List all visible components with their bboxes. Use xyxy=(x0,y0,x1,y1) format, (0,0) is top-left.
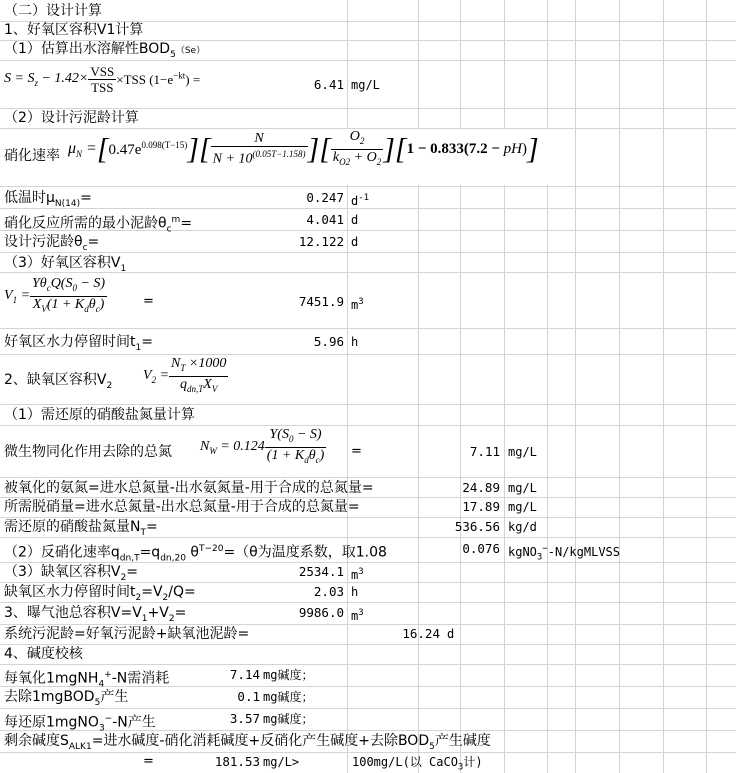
effluent-bod-formula: $S = S_z - 1.42\times$ $\frac{\text{VSS}}{\text{TSS}}$ ×TSS $(1-e^{-kt})$ = xyxy=(4,64,246,106)
gridline xyxy=(663,0,664,773)
subsection-aerobic-volume: （3）好氧区容积$V_1$ xyxy=(4,255,127,274)
gridline xyxy=(0,425,736,426)
section-heading-aerobic: 1、好氧区容积V1计算 xyxy=(4,22,144,38)
gridline xyxy=(0,328,736,329)
gridline xyxy=(0,108,736,109)
section-heading-alkalinity: 4、碱度校核 xyxy=(4,646,83,662)
gridline xyxy=(347,0,348,773)
nitrate-to-reduce-value: 536.56 xyxy=(454,519,500,534)
total-volume-value: 9986.0 xyxy=(298,605,344,620)
design-sludge-age-label: 设计污泥龄$\theta_c=$ xyxy=(4,234,100,253)
gridline xyxy=(460,0,461,773)
subsection-sludge-age: （2）设计污泥龄计算 xyxy=(4,110,139,126)
assimilation-n-formula: $N_W = 0.124$ $\frac{Y(S_0 - S)}{(1 + K_d\theta_c)}$ xyxy=(200,427,346,475)
system-sludge-age-value: 16.24 xyxy=(402,626,440,641)
aerobic-volume-formula: $V_1$ = $\frac{Y\theta_cQ(S_0 - S)}{X_V(1 + K_d\theta_c)}$ xyxy=(4,276,134,326)
nw-equals: = xyxy=(351,444,362,459)
gridline xyxy=(575,0,576,773)
gridline xyxy=(504,0,505,773)
hrt-aerobic-value: 5.96 xyxy=(313,334,344,349)
alk-no3-unit: mg碱度； xyxy=(263,712,314,726)
alk-nh4-unit: mg碱度； xyxy=(263,668,314,682)
nitrification-rate-formula: $\mu_N =[0.47e^{0.098(T-15)}]$[ $\frac{N}{N + 10^{(0.05T-1.158)}}$ ][ $\frac{O_2}{k_{O2} + O_2}$ ][1 − 0.833(7.2 − pH)] xyxy=(68,129,568,185)
oxidized-ammonia-value: 24.89 xyxy=(462,480,500,495)
alk-bod-value: 0.1 xyxy=(237,689,260,704)
low-temp-mu-unit: $d^{-1}$ xyxy=(351,193,370,208)
residual-alkalinity-value: 181.53 xyxy=(214,754,260,769)
hrt-anoxic-unit: h xyxy=(351,585,359,599)
design-sludge-age-value: 12.122 xyxy=(298,234,344,249)
denitrification-rate-value: 0.076 xyxy=(462,541,500,556)
alk-no3-label: 每还原1mgNO$_3$−-N产生 xyxy=(4,714,156,734)
nitrification-rate-label: 硝化速率 xyxy=(4,148,60,164)
gridline xyxy=(0,644,736,645)
total-volume-unit: $m^3$ xyxy=(351,608,364,623)
denitrification-amount-label: 所需脱硝量=进水总氮量-出水总氮量-用于合成的总氮量= xyxy=(4,499,360,515)
hrt-aerobic-label: 好氧区水力停留时间$t_1=$ xyxy=(4,334,153,353)
min-sludge-age-unit: d xyxy=(351,213,359,227)
nw-unit: mg/L xyxy=(508,445,537,459)
nitrate-to-reduce-label: 需还原的硝酸盐氮量$N_T=$ xyxy=(4,519,158,538)
gridline xyxy=(706,0,707,773)
subsection-nitrate-calc: （1）需还原的硝酸盐氮量计算 xyxy=(4,407,195,423)
assimilation-n-label: 微生物同化作用去除的总氮 xyxy=(4,444,172,460)
low-temp-mu-value: 0.247 xyxy=(306,190,344,205)
gridline xyxy=(619,0,620,773)
subsection-effluent-bod: （1）估算出水溶解性$BOD_5(Se)$ xyxy=(4,41,206,60)
min-sludge-age-value: 4.041 xyxy=(306,212,344,227)
section-heading-anoxic: 2、缺氧区容积$V_2$ xyxy=(4,372,113,391)
total-volume-label: 3、曝气池总容积$V=V_1+V_2=$ xyxy=(4,605,187,624)
gridline xyxy=(0,404,736,405)
alk-no3-value: 3.57 xyxy=(229,711,260,726)
residual-alkalinity-compare: 100mg/L(以 CaCO$_3$计) xyxy=(352,755,483,773)
v1-value: 7451.9 xyxy=(298,294,344,309)
section-title: （二）设计计算 xyxy=(4,3,102,19)
oxidized-ammonia-unit: mg/L xyxy=(508,481,537,495)
residual-alkalinity-unit: mg/L> xyxy=(263,755,300,769)
gridline xyxy=(547,0,548,773)
hrt-anoxic-label: 缺氧区水力停留时间$t_2=V_2/Q=$ xyxy=(4,584,196,603)
anoxic-volume-unit: $m^3$ xyxy=(351,567,364,582)
residual-alkalinity-label: 剩余碱度$S_{ALK1}=$进水碱度-硝化消耗碱度+反硝化产生碱度+去除$BOD_5$产生碱度 xyxy=(4,733,491,752)
denitrification-rate-label: （2）反硝化速率$q_{dn,T}=q_{dn,20}$ $\theta^{T-20}=(\theta$为温度系数，取1.08 xyxy=(4,544,387,564)
v1-equals: = xyxy=(143,294,154,309)
denitrification-amount-value: 17.89 xyxy=(462,499,500,514)
system-sludge-age-label: 系统污泥龄=好氧污泥龄+缺氧池泥龄= xyxy=(4,626,250,642)
alk-nh4-label: 每氧化1mgNH$_4$+-N需消耗 xyxy=(4,670,170,690)
anoxic-volume-formula: $V_2$ = $\frac{N_T \times 1000}{q_{dn,T}X_V}$ xyxy=(143,356,253,402)
gridline xyxy=(418,0,419,773)
low-temp-mu-label: 低温时$\mu_{N(14)}=$ xyxy=(4,190,92,209)
gridline xyxy=(0,252,736,253)
anoxic-volume-value: 2534.1 xyxy=(298,564,344,579)
oxidized-ammonia-label: 被氧化的氨氮=进水总氮量-出水氨氮量-用于合成的总氮量= xyxy=(4,480,374,496)
residual-equals: = xyxy=(143,754,154,769)
v1-unit: $m^3$ xyxy=(351,297,364,312)
nw-value: 7.11 xyxy=(469,444,500,459)
alk-nh4-value: 7.14 xyxy=(229,667,260,682)
se-unit: mg/L xyxy=(351,78,380,92)
gridline xyxy=(0,186,736,187)
alk-bod-label: 去除1mgBOD$_5$产生 xyxy=(4,689,129,708)
hrt-anoxic-value: 2.03 xyxy=(313,584,344,599)
se-value: 6.41 xyxy=(313,77,344,92)
denitrification-amount-unit: mg/L xyxy=(508,500,537,514)
alk-bod-unit: mg碱度； xyxy=(263,690,314,704)
gridline xyxy=(0,664,736,665)
min-sludge-age-label: 硝化反应所需的最小泥龄$\theta_c^m=$ xyxy=(4,215,193,235)
nitrate-to-reduce-unit: kg/d xyxy=(508,520,537,534)
denitrification-rate-unit: kgNO$_3$−-N/kgMLVSS xyxy=(508,544,620,563)
gridline xyxy=(0,497,736,498)
gridline xyxy=(0,477,736,478)
anoxic-volume-label: （3）缺氧区容积$V_2=$ xyxy=(4,564,138,583)
gridline xyxy=(0,517,736,518)
hrt-aerobic-unit: h xyxy=(351,335,359,349)
system-sludge-age-unit: d xyxy=(447,627,455,641)
design-sludge-age-unit: d xyxy=(351,235,359,249)
